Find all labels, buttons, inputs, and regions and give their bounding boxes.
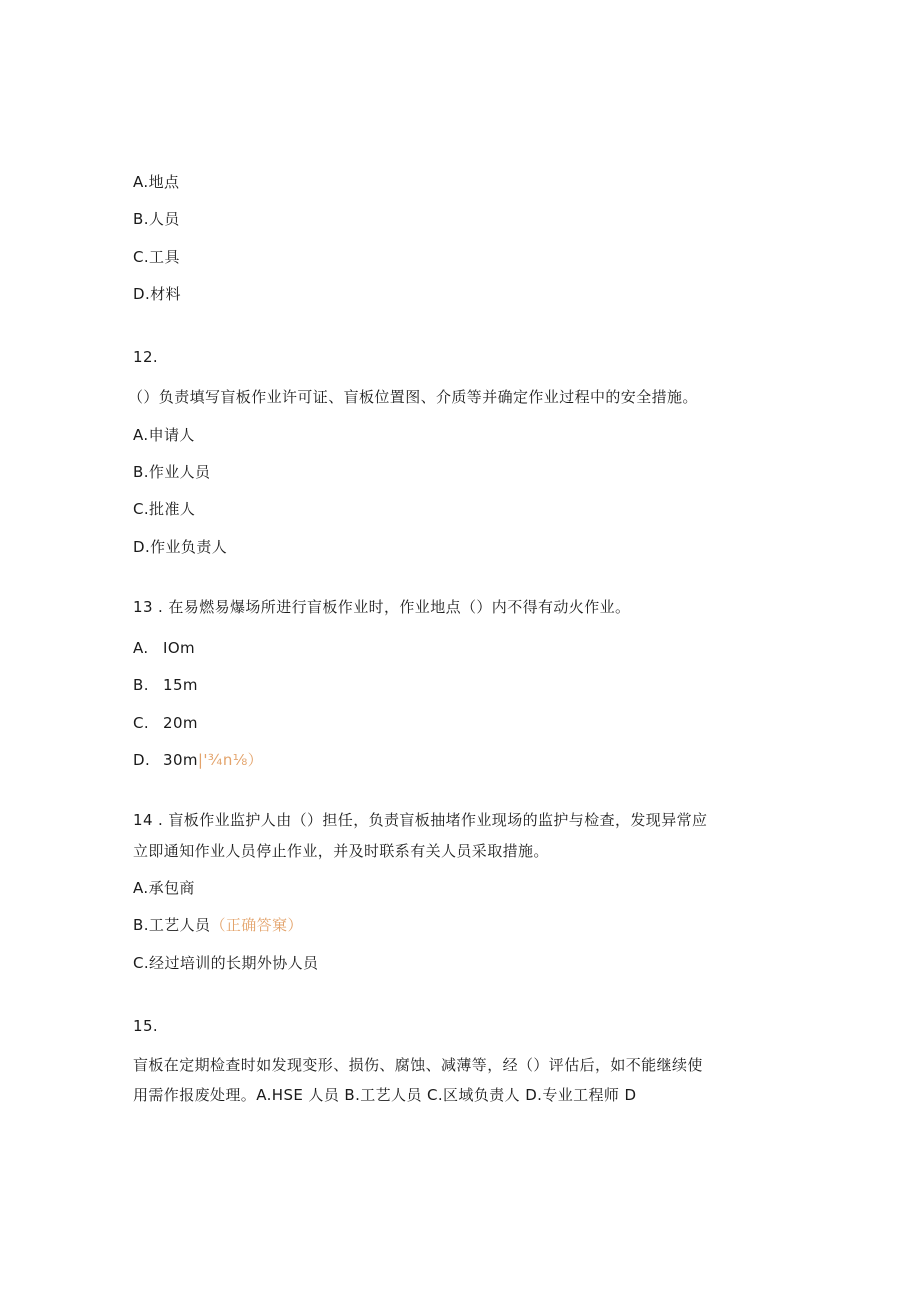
q13-option-c-label: C.	[133, 714, 150, 732]
q14-stem-line2: 立即通知作业人员停止作业，并及时联系有关人员采取措施。	[133, 842, 549, 860]
q14-option-b	[133, 915, 303, 935]
q13-option-b-value: 15m	[163, 676, 198, 694]
q11-option-c: C.工具	[133, 248, 180, 266]
q15-stem-line2: 用需作报废处理。A.HSE 人员 B.工艺人员 C.区域负责人 D.专业工程师 D	[133, 1086, 637, 1104]
q11-option-a: A.地点	[133, 173, 180, 191]
q12-option-c: C.批准人	[133, 500, 196, 518]
q12-stem: （）负责填写盲板作业许可证、盲板位置图、介质等并确定作业过程中的安全措施。	[128, 388, 698, 406]
q14-option-c	[133, 953, 318, 973]
q11-option-b: B.人员	[133, 210, 180, 228]
q15-number: 15.	[133, 1017, 159, 1035]
q14-option-a-text: A.承包商	[133, 879, 195, 897]
q13-answer-note: |'¾n⅛）	[197, 751, 264, 769]
q13-option-a-label: A.	[133, 639, 149, 657]
q13-stem: 13 . 在易燃易爆场所进行盲板作业时，作业地点（）内不得有动火作业。	[133, 598, 631, 616]
q12-option-a: A.申请人	[133, 426, 195, 444]
q14-stem-line1: 14 . 盲板作业监护人由（）担任，负责盲板抽堵作业现场的监护与检查，发现异常应	[133, 811, 708, 829]
q13-option-d	[133, 750, 263, 770]
q13-option-b	[133, 675, 198, 695]
q12-option-b: B.作业人员	[133, 463, 211, 481]
q13-option-a-value: IOm	[163, 639, 196, 657]
q13-option-a	[133, 638, 195, 658]
q13-option-d-value: 30m	[163, 751, 198, 769]
q13-option-c-value: 20m	[163, 714, 198, 732]
q13-option-c	[133, 713, 198, 733]
q11-option-d: D.材料	[133, 285, 181, 303]
q12-number: 12.	[133, 348, 159, 366]
q14-option-c-text: C.经过培训的长期外协人员	[133, 954, 319, 972]
q12-option-d: D.作业负责人	[133, 538, 228, 556]
q13-option-d-label: D.	[133, 751, 151, 769]
q14-option-a	[133, 878, 195, 898]
q14-option-b-text: B.工艺人员	[133, 916, 211, 934]
q15-stem-line1: 盲板在定期检查时如发现变形、损伤、腐蚀、减薄等，经（）评估后，如不能继续使	[133, 1056, 703, 1074]
q14-answer-note: （正确答窠）	[210, 916, 303, 934]
q13-option-b-label: B.	[133, 676, 149, 694]
